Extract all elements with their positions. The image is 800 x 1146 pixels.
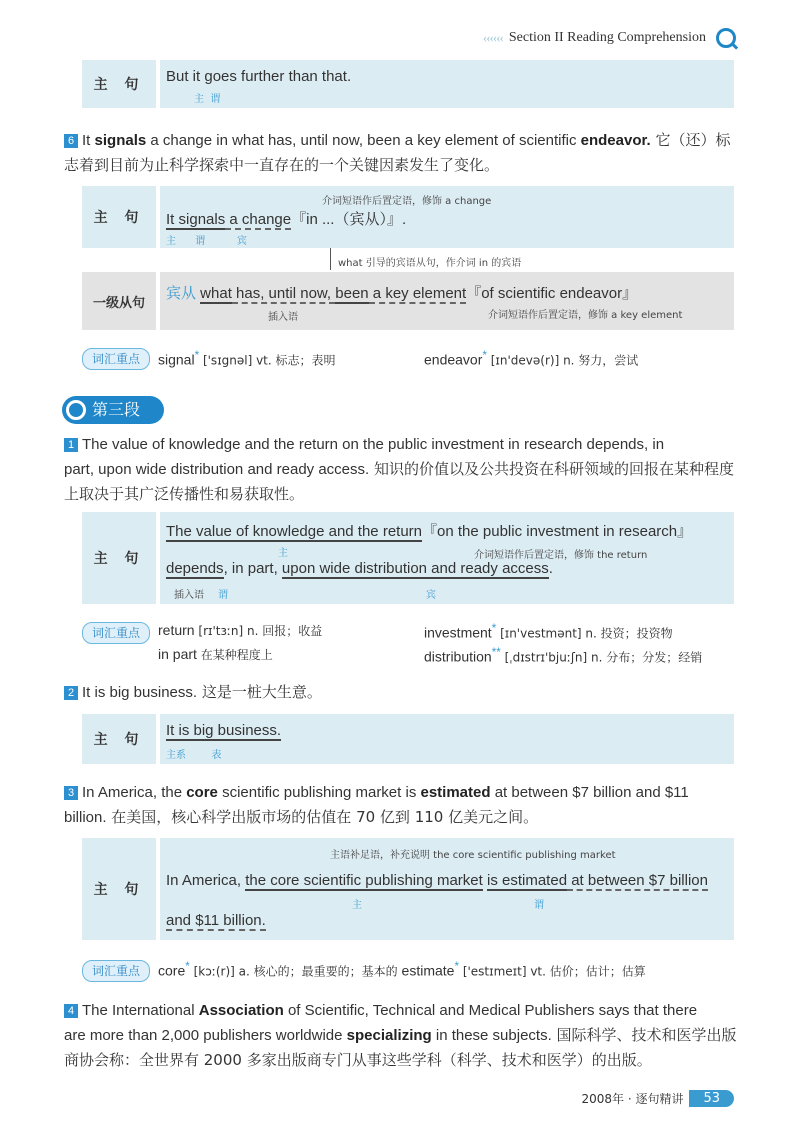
box-sentence: It is big business. xyxy=(166,722,282,739)
footer-text: 2008年 · 逐句精讲 xyxy=(581,1092,684,1106)
role-object: 宾 xyxy=(426,590,436,601)
analysis-box-1 xyxy=(82,60,734,108)
box-sentence: It signals a change『in ...（宾从）』. xyxy=(166,211,407,228)
analysis-box-4 xyxy=(82,512,734,604)
box-label: 主 句 xyxy=(93,210,145,226)
vocab-item: signal* ['sɪgnəl] vt. 标志；表明 xyxy=(158,349,336,368)
role-predicate: 谓 xyxy=(218,590,228,601)
box-label: 主 句 xyxy=(93,732,145,748)
analysis-box-5 xyxy=(82,714,734,764)
box-label: 一级从句 xyxy=(92,295,145,311)
note-top: 主语补足语，补充说明 the core scientific publishing market xyxy=(330,850,616,861)
vocab-tag: 词汇重点 xyxy=(82,960,150,982)
box-line-1: The value of knowledge and the return『on the public investment in research』 xyxy=(166,523,693,540)
role-labels: 主 谓 宾 xyxy=(166,236,247,247)
note-post: 介词短语作后置定语，修饰 a key element xyxy=(488,310,683,321)
vocab-item: in part 在某种程度上 xyxy=(158,646,273,662)
vocab-item: return [rɪ'tɜːn] n. 回报；收益 xyxy=(158,622,323,638)
role-predicate: 谓 xyxy=(534,900,544,911)
box-label: 主 句 xyxy=(93,77,145,93)
vocab-tag: 词汇重点 xyxy=(82,622,150,644)
analysis-box-2 xyxy=(82,186,734,248)
vocab-item: endeavor* [ɪn'devə(r)] n. 努力，尝试 xyxy=(424,349,639,368)
page-footer xyxy=(581,1090,734,1107)
paragraph-6: 6 It signals a change in what has, until now, been a key element of scientific endeavor. 它（还）标志着到目前为止科学探索中一直存在的一个关键因素发生了变化。 xyxy=(64,131,731,174)
box-sentence: But it goes further than that. xyxy=(166,68,352,85)
chevrons-icon: ‹‹‹‹‹‹ xyxy=(482,30,503,45)
sentence-number: 6 xyxy=(64,134,78,148)
note-insertion: 插入语 xyxy=(174,590,204,601)
running-header xyxy=(483,28,736,48)
role-subject: 主 xyxy=(278,548,288,559)
role-labels: 主系 表 xyxy=(166,750,222,761)
paragraph-1: 1 The value of knowledge and the return on the public investment in research depends, in part, upon wide distribution and ready access. 知识的价值以及公共投资在科研领域的回报在某种程度上取决于其广泛传播性和易获取性。 xyxy=(64,436,734,503)
section-heading: 第三段 xyxy=(62,396,164,424)
analysis-box-6 xyxy=(82,838,734,940)
box-line-1: In America, the core scientific publishing market is estimated at between $7 billion xyxy=(166,872,708,889)
paragraph-2: 2 It is big business. 这是一桩大生意。 xyxy=(64,680,744,705)
box-label: 主 句 xyxy=(93,551,145,567)
note-insertion: 插入语 xyxy=(268,312,298,323)
vocab-item: core* [kɔː(r)] a. 核心的；最重要的；基本的 estimate* ['estɪmeɪt] vt. 估价；估计；估算 xyxy=(158,960,646,979)
page-number: 53 xyxy=(689,1090,734,1107)
vocab-item: investment* [ɪn'vestmənt] n. 投资；投资物 xyxy=(424,622,673,641)
box-line-2: depends, in part, upon wide distribution and ready access. xyxy=(166,560,553,577)
sentence-number: 2 xyxy=(64,686,78,700)
box-sentence: 宾从 what has, until now, been a key element『of scientific endeavor』 xyxy=(166,285,638,302)
role-subject: 主 xyxy=(352,900,362,911)
paragraph-3: 3 In America, the core scientific publishing market is estimated at between $7 billion and $11 billion. 在美国，核心科学出版市场的估值在 70 亿到 110 亿美元之间。 xyxy=(64,784,689,826)
sentence-number: 4 xyxy=(64,1004,78,1018)
role-labels: 主 谓 xyxy=(194,94,221,105)
paragraph-4: 4 The International Association of Scientific, Technical and Medical Publishers says that there are more than 2,000 publishers worldwide specializing in these subjects. 国际科学、技术和医学出版商协会称：全世界有 2000 多家出版商专门从事这些学科（科学、技术和医学）的出版。 xyxy=(64,1002,737,1069)
vocab-tag: 词汇重点 xyxy=(82,348,150,370)
sentence-number: 3 xyxy=(64,786,78,800)
vocab-item: distribution** [ˌdɪstrɪ'bjuːʃn] n. 分布；分发；经销 xyxy=(424,646,703,665)
box-label: 主 句 xyxy=(93,882,145,898)
magnifier-icon xyxy=(66,400,86,420)
analysis-box-3 xyxy=(82,272,734,330)
note-between: what 引导的宾语从句，作介词 in 的宾语 xyxy=(338,258,522,269)
box-line-2: and $11 billion. xyxy=(166,912,266,929)
sentence-number: 1 xyxy=(64,438,78,452)
magnifier-icon xyxy=(716,28,736,48)
header-title: Section II Reading Comprehension xyxy=(508,30,706,45)
note-post: 介词短语作后置定语，修饰 the return xyxy=(474,550,648,561)
note-top: 介词短语作后置定语，修饰 a change xyxy=(322,196,492,207)
